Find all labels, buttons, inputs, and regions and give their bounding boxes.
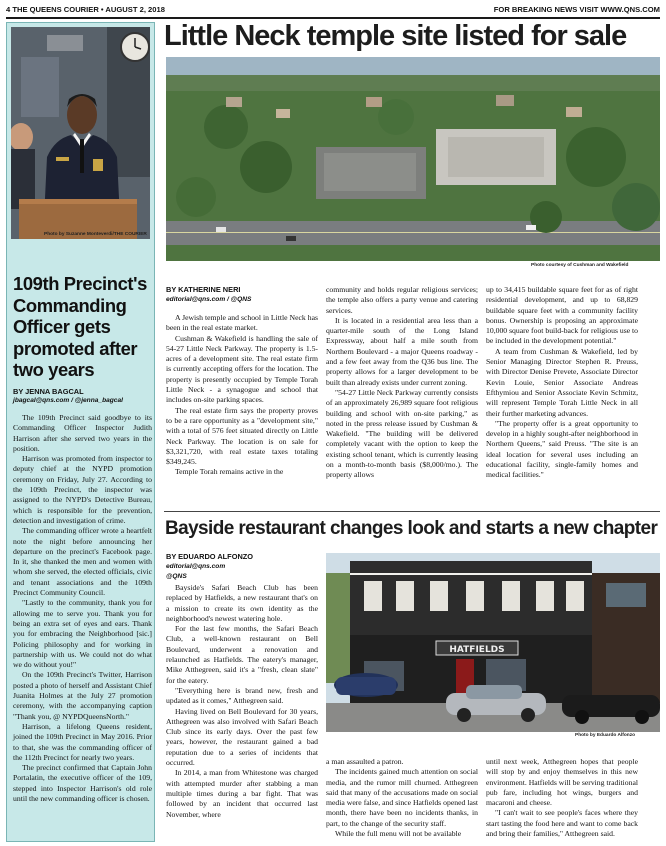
section-divider [164, 511, 660, 512]
story2-email[interactable]: editorial@qns.com [166, 563, 226, 570]
paragraph: a man assaulted a patron. [326, 757, 404, 766]
story1-col1 [166, 313, 318, 478]
paragraph: A Jewish temple and school in Little Neck has been in the real estate market. [166, 313, 318, 333]
story2-byline: BY EDUARDO ALFONZO [166, 552, 254, 561]
paragraph: "I can't wait to see people's faces where they start tasting the food here and want to come back and bring their families," Atthegreen said. [486, 808, 638, 839]
paragraph: Harrison was promoted from inspector to deputy chief at the NYPD promotion ceremony on Friday, July 27. According to the 109th Precinct, the inspector was assigned to the NYPD's Detective Bureau, which is responsible for the prevention, detection and investigation of crime. [13, 454, 152, 525]
paragraph: Harrison, a lifelong Queens resident, joined the 109th Precinct in May 2016. Prior to that, she was the commanding officer of the 112th Precinct for nearly two years. [13, 721, 152, 762]
paragraph: The incidents gained much attention on social media, and the rumor mill churned. Atthegreen said that many of the accusations made on social media were false, and since Hatfields opened last month, there have been no incidents thanks, in part, to the change of the security staff. [326, 767, 478, 828]
paragraph: "Everything here is brand new, fresh and updated as it comes," Atthegreen said. [166, 685, 318, 706]
paragraph: A team from Cushman & Wakefield, led by Senior Managing Director Stephen R. Preuss, with Director Denise Prevete, Associate Director Kevin Louie, Senior Associate Andreas Efthymiou and Senior Associate Kevin Schmitz, will represent Temple Torah Little Neck in all their further marketing advances. [486, 346, 638, 418]
paragraph: The 109th Precinct said goodbye to its Commanding Officer Inspector Judith Harrison after she served two years in the position. [13, 413, 152, 453]
restaurant-sign: HATFIELDS [449, 645, 505, 655]
sidebar-headline: 109th Precinct's Commanding Officer gets promoted after two years [13, 273, 147, 380]
inspector-photo [11, 27, 150, 239]
story2-headline: Bayside restaurant changes look and starts a new chapter [165, 518, 658, 539]
story2-col2 [326, 757, 478, 839]
paragraph: On the 109th Precinct's Twitter, Harrison posted a photo of herself and Assistant Chief Juanita Holmes at the July 27 promotion ceremony, with the accompanying caption "Thank you, @ NYPDQueensNorth." [13, 670, 152, 721]
sidebar-byline: BY JENNA BAGCAL [13, 387, 84, 396]
paragraph: Having lived on Bell Boulevard for 30 years, Atthegreen was also involved with Safari Beach Club since its early days. Over the past few years, however, the restaurant gained a bad reputation due to a series of incidents that occurred. [166, 706, 318, 768]
story1-byline: BY KATHERINE NERI [166, 285, 241, 294]
paragraph: It is located in a residential area less than a quarter-mile south of the Long Island Expressway, about half a mile south from Northern Boulevard - a major Queens roadway - and a few feet away from the Q36 bus line. The property allows for a larger development to be built than already exists under current zoning. [326, 315, 478, 387]
header-rule [6, 17, 660, 19]
aerial-photo [166, 57, 660, 261]
breaking-news-link[interactable]: FOR BREAKING NEWS VISIT WWW.QNS.COM [493, 5, 660, 14]
page-info: 4 THE QUEENS COURIER • AUGUST 2, 2018 [6, 5, 165, 14]
restaurant-photo-credit: Photo by Eduardo Alfonzo [575, 733, 636, 738]
paragraph: For the last few months, the Safari Beach Club, a well-known restaurant on Bell Boulevard, underwent a renovation and relaunched as Hatfields. The eatery's manager, Mike Atthegreen, said it's a "fresh, clean slate" for the eatery. [166, 624, 318, 685]
restaurant-photo [326, 553, 660, 732]
paragraph: "54-27 Little Neck Parkway currently consists of an approximately 26,989 square foot religious building and school with on-site parking," as noted in the press release issued by Cushman & Wakefield. "The building will be delivered completely vacant with the option to keep the existing school tenant, which is currently leasing on a month-to-month basis ($8,000/mo.). The property allows [326, 387, 478, 480]
paragraph: "Lastly to the community, thank you for allowing me to serve you. Thank you for being an extra set of eyes and ears. Thank you for embracing the Neighborhood [sic.] Policing philosophy and for working in partnership with us. We could not do what we do without you!" [13, 598, 152, 670]
paragraph: While the full menu will not be available [335, 829, 462, 839]
photo-credit: Photo by Suzanne Monteverdi/THE COURIER [44, 232, 147, 237]
paragraph: until next week, Atthegreen hopes that people will stop by and enjoy themselves in this new environment. Hatfields will be serving traditional pub fare, including hot wings, burgers and macaroni and cheese. [486, 757, 639, 808]
paragraph: Bayside's Safari Beach Club has been replaced by Hatfields, a new restaurant that's on a mission to create its own identity as the neighborhood's newest watering hole. [166, 583, 318, 623]
story2-col1 [166, 583, 318, 820]
story2-col3 [486, 757, 638, 839]
paragraph: community and holds regular religious services; the temple also offers a party venue and catering services. [326, 285, 478, 315]
paragraph: The precinct confirmed that Captain John Portalatin, the executive officer of the 109, stepped into Inspector Harrison's old role until the new commanding officer is chosen. [13, 763, 152, 803]
paragraph: Cushman & Wakefield is handling the sale of 54-27 Little Neck Parkway. The property is 1.5-acres of a development site. The real estate firm is currently accepting offers for the location. The property is presently occupied by Temple Torah Little Neck - a synagogue and school that includes on-site parking spaces. [166, 333, 318, 405]
story1-email[interactable]: editorial@qns.com / @QNS [166, 296, 252, 303]
paragraph: Temple Torah remains active in the [175, 467, 284, 477]
paragraph: "The property offer is a great opportunity to develop in a highly sought-after neighborhood in Northern Queens," said Preuss. "The site is an ideal location for several uses including an educational facility, single-family homes and medical facilities." [486, 418, 638, 480]
sidebar-email[interactable]: jbagcal@qns.com / @jenna_bagcal [13, 397, 123, 404]
story1-col2 [326, 285, 478, 481]
sidebar-body [13, 413, 152, 804]
story1-col3 [486, 285, 638, 481]
story2-handle[interactable]: @QNS [166, 573, 187, 580]
paragraph: The commanding officer wrote a heartfelt note the night before announcing her departure on the precinct's Facebook page. In it, she thanked the men and women with whom she served, the elected officials, civic and tenant associations and the 109th Precinct Community Council. [13, 526, 152, 598]
paragraph: In 2014, a man from Whitestone was charged with attempted murder after stabbing a man multiple times during a bar fight. That was followed by an incident that occurred last November, where [166, 768, 318, 819]
story1-headline: Little Neck temple site listed for sale [164, 20, 627, 52]
aerial-photo-credit: Photo courtesy of Cushman and Wakefield [531, 263, 629, 268]
paragraph: The real estate firm says the property proves to be a rare opportunity as a "development site," with a total of 576 feet situated directly on Little Neck Parkway. The location is on sale for $3,321,720, with real estate taxes totaling $349,245. [166, 405, 318, 467]
page-header [6, 5, 660, 17]
sidebar-story [6, 22, 155, 842]
paragraph: up to 34,415 buildable square feet for as of right residential development, and up to 68,829 buildable square feet with a community facility bonus. Ownership is proposing an approximate 10,000 square foot build-back for religious use to be included in the development potential." [486, 285, 639, 346]
